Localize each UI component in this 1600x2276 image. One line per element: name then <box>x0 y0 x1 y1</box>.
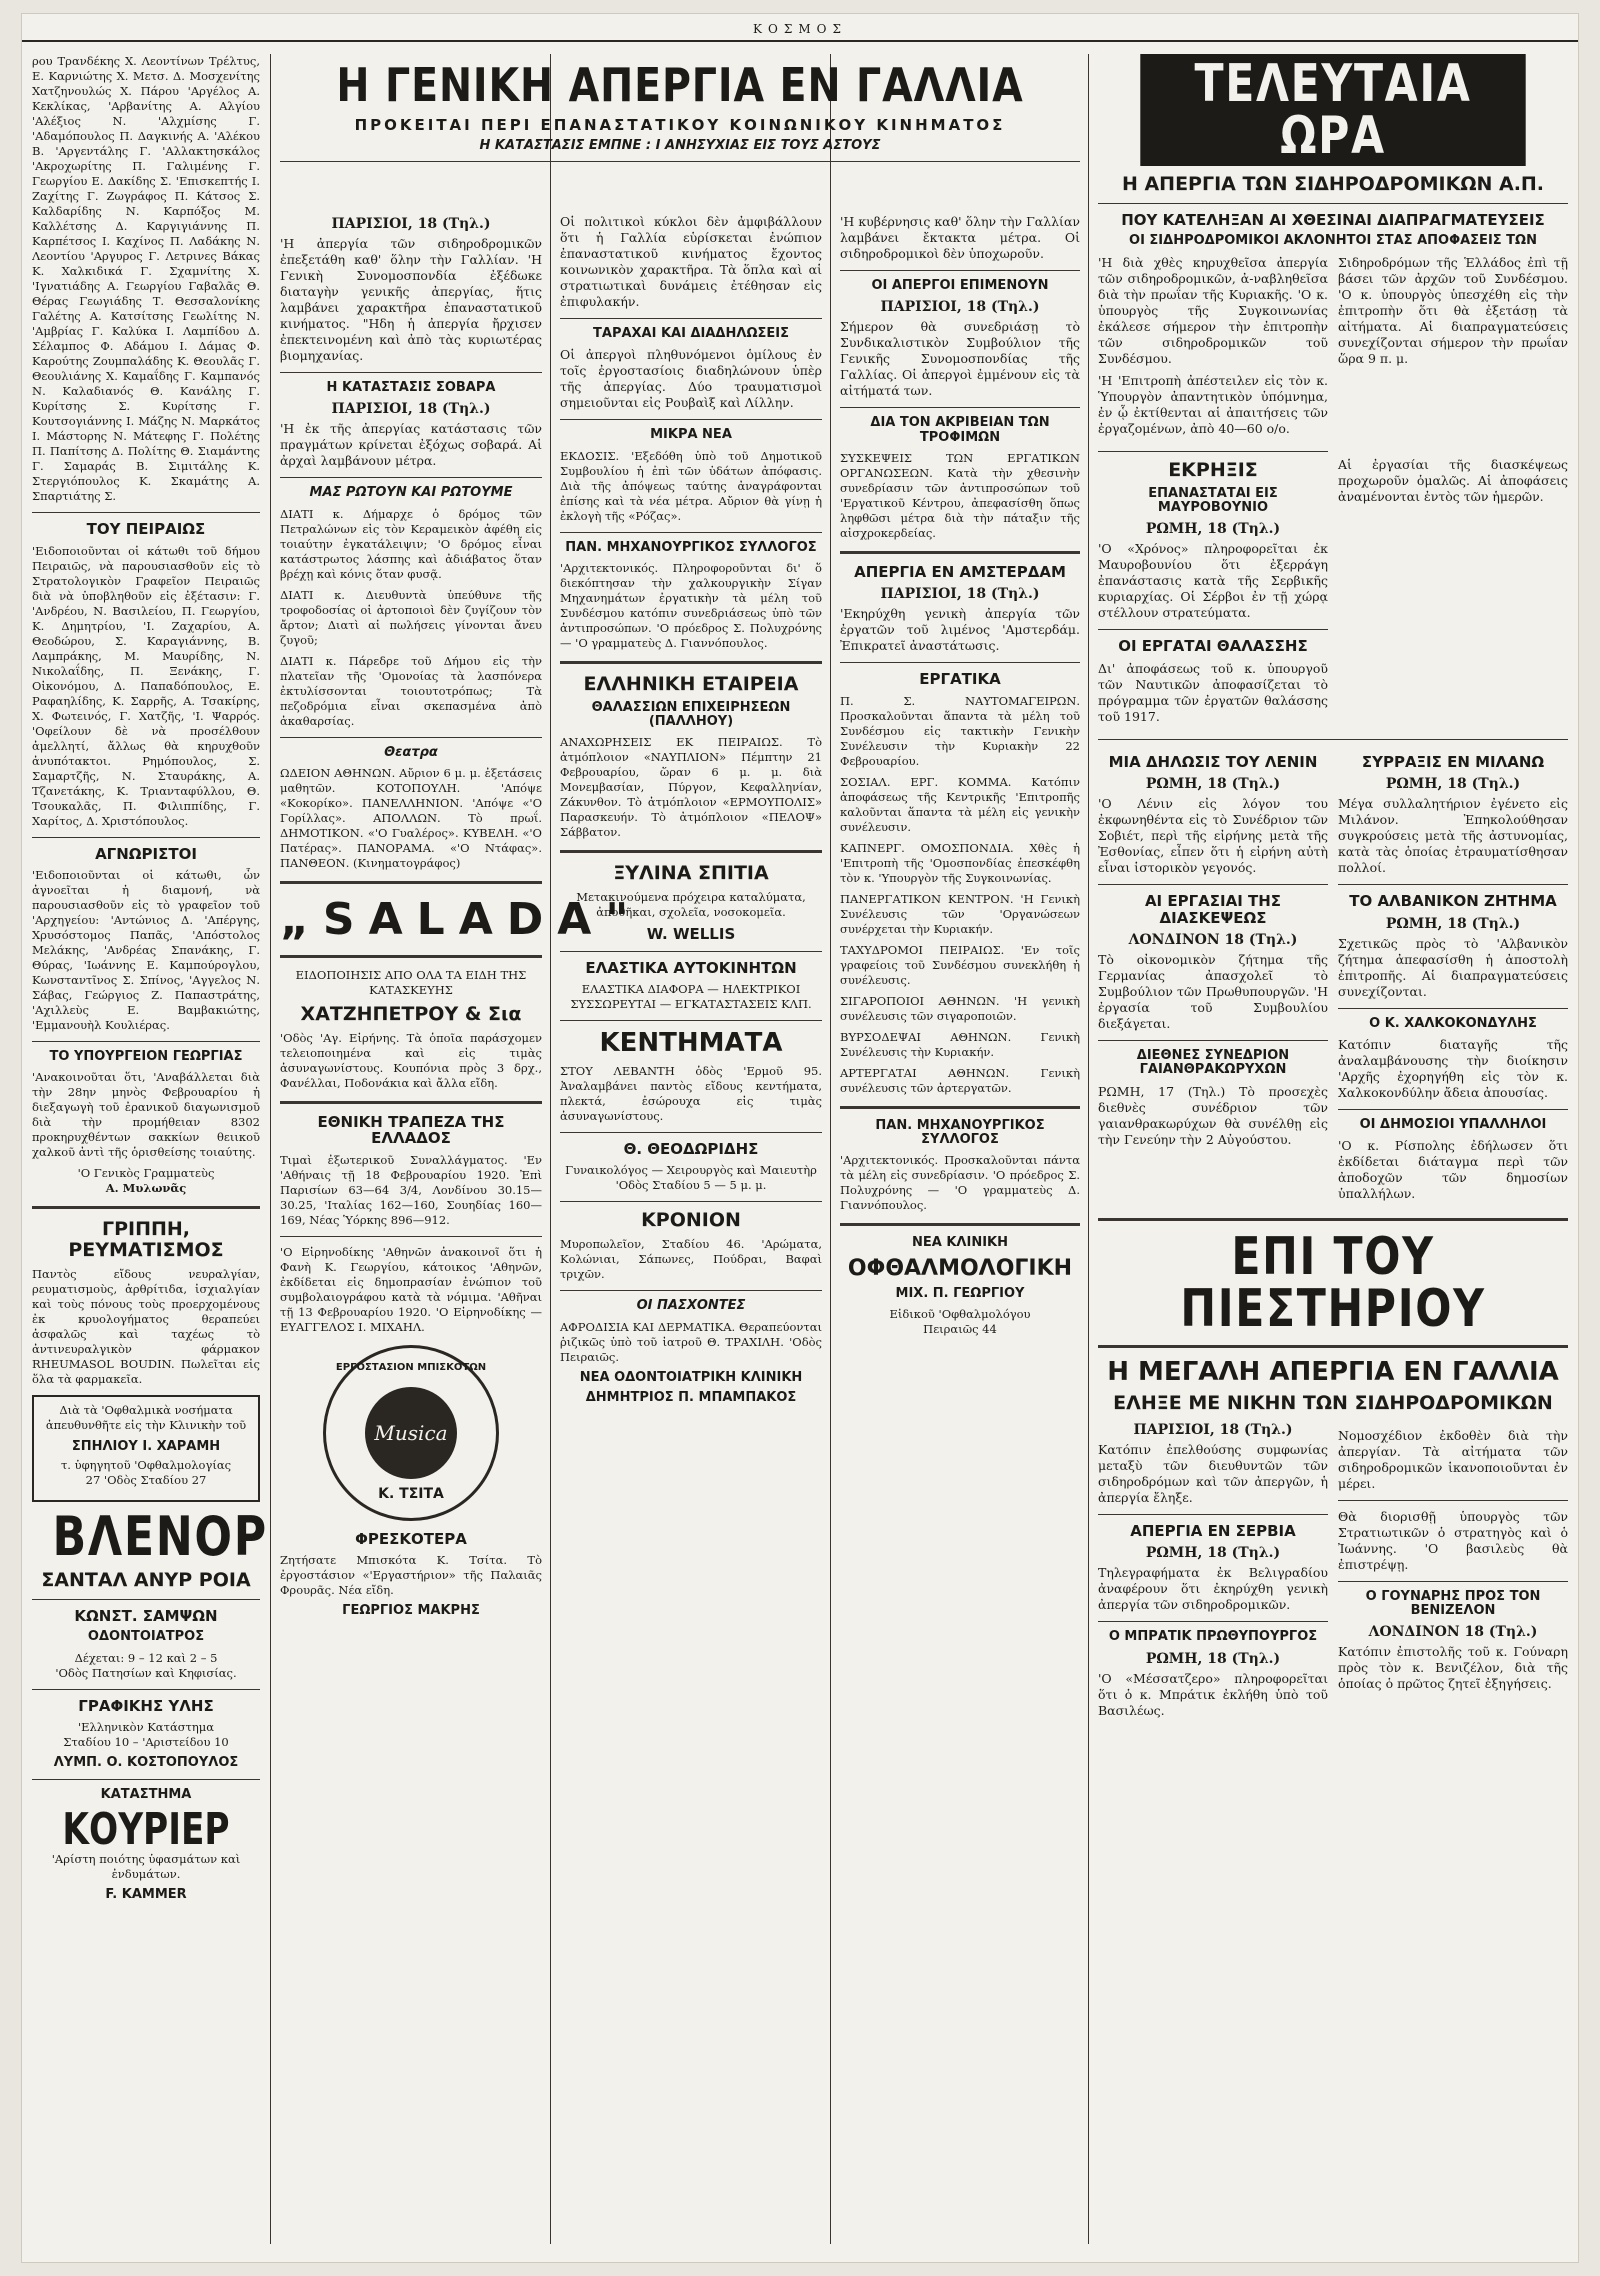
divider <box>280 955 542 958</box>
divider <box>280 881 542 884</box>
article-text: ΒΥΡΣΟΔΕΨΑΙ ΑΘΗΝΩΝ. Γενικὴ Συνέλευσις τὴν Κυριακήν. <box>840 1029 1080 1059</box>
article-text: 'Αρχιτεκτονικός. Πληροφοροῦνται δι' ὅ διεκόπτησαν τὴν χαλκουργικὴν Σίγαν Μηχανημάτων ἐργατικὴν τὰ μέλη τοῦ Συνδέσμου κατόπιν συνεδριάσεως ὑπὸ τῶν ἀντιπροσώπων. 'Ο πρόεδρος Σ. Πολυχρόνης — 'Ο γραμματεὺς Δ. Γιαννόπουλος. <box>560 560 822 650</box>
article-text: Νομοσχέδιον ἐκδοθὲν διὰ τὴν ἀπεργίαν. Τὰ αἰτήματα τῶν σιδηροδρομικῶν ἱκανοποιοῦνται ἐν μέρει. <box>1338 1427 1568 1491</box>
two-column-text <box>1098 1420 1568 1725</box>
divider <box>1098 1040 1328 1041</box>
article-text: Τηλεγραφήματα ἐκ Βελιγραδίου ἀναφέρουν ὅτι ἐκηρύχθη γενικὴ ἀπεργία τῶν σιδηροδρομικῶν. <box>1098 1565 1328 1613</box>
divider <box>280 161 1080 162</box>
divider <box>1098 1345 1568 1348</box>
section-heading: ΜΙΑ ΔΗΛΩΣΙΣ ΤΟΥ ΛΕΝΙΝ <box>1108 752 1318 771</box>
column-rule <box>550 54 551 2244</box>
section-heading: ΟΙ ΑΠΕΡΓΟΙ ΕΠΙΜΕΝΟΥΝ <box>871 278 1049 293</box>
section-heading: ΤΟ ΥΠΟΥΡΓΕΙΟΝ ΓΕΩΡΓΙΑΣ <box>49 1049 243 1064</box>
dateline: ΠΑΡΙΣΙΟΙ, 18 (Τηλ.) <box>1133 1421 1293 1438</box>
section-heading: ΕΚΡΗΞΙΣ <box>1168 458 1258 481</box>
section-subheading: ΠΟΥ ΚΑΤΕΛΗΞΑΝ ΑΙ ΧΘΕΣΙΝΑΙ ΔΙΑΠΡΑΓΜΑΤΕΥΣΕΙΣ <box>1121 210 1545 229</box>
dateline: ΡΩΜΗ, 18 (Τηλ.) <box>1145 521 1281 538</box>
banner-latest-hour: ΤΕΛΕΥΤΑΙΑ ΩΡΑ <box>1140 54 1525 166</box>
section-heading: ΕΛΛΗΝΙΚΗ ΕΤΑΙΡΕΙΑ <box>583 672 799 695</box>
article-text: ΤΑΧΥΔΡΟΜΟΙ ΠΕΙΡΑΙΩΣ. 'Εν τοῖς γραφείοις τοῦ Συνδέσμου συνεκλήθη ἡ συνέλευσις. <box>840 942 1080 987</box>
ad-text: ΕΙΔΟΠΟΙΗΣΙΣ ΑΠΟ ΟΛΑ ΤΑ ΕΙΔΗ ΤΗΣ ΚΑΤΑΣΚΕΥΗΣ <box>295 967 527 997</box>
section-heading: ΕΡΓΑΤΙΚΑ <box>919 670 1001 689</box>
ad-title: ΛΥΜΠ. Ο. ΚΟΣΤΟΠΟΥΛΟΣ <box>53 1755 239 1771</box>
section-heading: ΤΟ ΑΛΒΑΝΙΚΟΝ ΖΗΤΗΜΑ <box>1349 892 1557 911</box>
divider <box>280 1101 542 1104</box>
section-heading: ΔΙΕΘΝΕΣ ΣΥΝΕΔΡΙΟΝ ΓΑΙΑΝΘΡΑΚΩΡΥΧΩΝ <box>1136 1048 1290 1078</box>
two-column-text <box>1098 443 1568 731</box>
article-text: Π. Σ. ΝΑΥΤΟΜΑΓΕΙΡΩΝ. Προσκαλοῦνται ἅπαντα τὰ μέλη τοῦ Συνδέσμου εἰς τακτικὴν Γενικὴν Συνέλευσιν τὴν Κυριακὴν 22 Φεβρουαρίου. <box>840 693 1080 768</box>
article-text: Κατόπιν διαταγῆς τῆς ἀναλαμβάνουσης τὴν διοίκησιν 'Αρχῆς ἐχορηγήθη εἰς τὸν κ. Χαλκοκονδύλην ἄδεια ἀπουσίας. <box>1338 1036 1568 1100</box>
ad-title: ΝΕΑ ΟΔΟΝΤΟΙΑΤΡΙΚΗ ΚΛΙΝΙΚΗ <box>579 1369 803 1385</box>
article-text: Σήμερον θὰ συνεδριάσῃ τὸ Συνδικαλιστικὸν Συμβούλιον τῆς Γενικῆς Συνομοσπονδίας τῆς Γαλλίας. Οἱ ἀπεργοὶ ἐμμένουν εἰς τὰ αἰτήματά των. <box>840 319 1080 399</box>
ad-pretitle: ΝΕΑ ΚΛΙΝΙΚΗ <box>912 1235 1008 1251</box>
article-text: 'Ανακοινοῦται ὅτι, 'Αναβάλλεται διὰ τὴν 28ην μηνὸς Φεβρουαρίου ἡ διεξαγωγὴ τοῦ ἐρανικοῦ διαγωνισμοῦ διὰ τὴν προμήθειαν 8302 προκηρυχθέντων σακκίων θειικοῦ χαλκοῦ ἀντὶ τῆς ὁρισθείσης τοιαύτης. <box>32 1070 260 1160</box>
ad-text: Μετακινούμενα πρόχειρα καταλύματα, ἀποθῆκαι, σχολεῖα, νοσοκομεῖα. <box>576 890 806 920</box>
article-text: 'Ο «Μέσσατζερο» πληροφορεῖται ὅτι ὁ κ. Μπράτικ ἐκλήθη ὑπὸ τοῦ Βασιλέως. <box>1098 1670 1328 1718</box>
article-text: Τὸ οἰκονομικὸν ζήτημα τῆς Γερμανίας ἀπασχολεῖ τὸ Συμβούλιον τῶν Πρωθυπουργῶν. 'Η ἐργασία τοῦ Συμβουλίου διεξάγεται. <box>1098 952 1328 1032</box>
two-column-text <box>1098 255 1568 443</box>
article-text: Θὰ διορισθῇ ὑπουργὸς τῶν Στρατιωτικῶν ὁ στρατηγὸς καὶ ὁ Ἰωάννης. 'Ο βασιλεὺς θὰ ἐπιστρέψῃ. <box>1338 1508 1568 1572</box>
ad-title: ΕΛΑΣΤΙΚΑ ΑΥΤΟΚΙΝΗΤΩΝ <box>585 958 797 977</box>
dateline: ΠΑΡΙΣΙΟΙ, 18 (Τηλ.) <box>331 401 491 418</box>
section-heading: ΟΙ ΔΗΜΟΣΙΟΙ ΥΠΑΛΛΗΛΟΙ <box>1359 1116 1547 1132</box>
ad-text: 'Οδὸς 'Αγ. Εἰρήνης. Τὰ ὁποῖα παράσχομεν τελειοποιημένα καὶ εἰς τιμὰς ἀσυναγωνίστους. Κουπόνια πρὸς 3 δρχ., Φανέλλαι, Ποδονάκια καὶ ἄλλα εἴδη. <box>280 1030 542 1090</box>
article-text: ΔΙΑΤΙ κ. Δήμαρχε ὁ δρόμος τῶν Πετραλώνων εἰς τὸν Κεραμεικὸν ἀφέθη εἰς τοιαύτην ἐγκατάλειψιν; 'Ο δρόμος εἶναι κατάστρωτος λάσπης καὶ ἀδιάβατος ὅταν βρέχῃ καὶ κόνις ὅταν φυσᾷ. <box>280 506 542 581</box>
divider <box>32 1599 260 1600</box>
article-text: 'Ο Γενικὸς Γραμματεὺς Α. Μυλωνᾶς <box>77 1166 215 1196</box>
dateline: ΡΩΜΗ, 18 (Τηλ.) <box>1145 1650 1281 1667</box>
article-text: Κατόπιν ἐπιστολῆς τοῦ κ. Γούναρη πρὸς τὸν κ. Βενιζέλον, διὰ τῆς ὁποίας ὁ πρῶτος ζητεῖ ἐξηγήσεις. <box>1338 1644 1568 1692</box>
ad-title: ΣΠΗΛΙΟΥ Ι. ΧΑΡΑΜΗ <box>71 1439 221 1455</box>
ad-salada: „SALADA" <box>280 893 643 945</box>
ad-text: τ. ὑφηγητοῦ 'Οφθαλμολογίας 27 'Οδὸς Σταδίου 27 <box>60 1458 232 1488</box>
article-text: ΚΑΠΝΕΡΓ. ΟΜΟΣΠΟΝΔΙΑ. Χθὲς ἡ 'Επιτροπὴ τῆς 'Ομοσπονδίας ἐπεσκέφθη τὸν κ. 'Υπουργὸν τῆς Συγκοινωνίας. <box>840 840 1080 885</box>
divider <box>32 1779 260 1780</box>
right-column <box>1098 54 1568 1725</box>
section-heading: Ο ΜΠΡΑΤΙΚ ΠΡΩΘΥΠΟΥΡΓΟΣ <box>1108 1629 1318 1645</box>
section-heading: ΤΑΡΑΧΑΙ ΚΑΙ ΔΙΑΔΗΛΩΣΕΙΣ <box>593 326 789 341</box>
divider <box>1338 1008 1568 1009</box>
ad-title: ΚΟΥΡΙΕΡ <box>62 1803 230 1855</box>
article-text: 'Ο κ. Ρίσπολης ἐδήλωσεν ὅτι ἐκδίδεται διάταγμα περὶ τῶν ἀποδοχῶν τῶν δημοσίων ὑπαλλήλων. <box>1338 1138 1568 1202</box>
ad-title: ΚΕΝΤΗΜΑΤΑ <box>599 1028 783 1059</box>
ad-title: F. KAMMER <box>105 1886 187 1902</box>
dateline: ΠΑΡΙΣΙΟΙ, 18 (Τηλ.) <box>331 216 491 232</box>
divider <box>560 1020 822 1021</box>
section-heading: ΣΥΡΡΑΞΙΣ ΕΝ ΜΙΛΑΝΩ <box>1361 752 1545 771</box>
main-subhead-2: Η ΚΑΤΑΣΤΑΣΙΣ ΕΜΠΝΕ : Ι ΑΝΗΣΥΧΙΑΣ ΕΙΣ ΤΟΥΣ ΑΣΤΟΥΣ <box>479 138 881 154</box>
divider <box>840 270 1080 271</box>
divider <box>560 951 822 952</box>
divider <box>560 419 822 420</box>
article-text: ρου Τρανδέκης Χ. Λεοντίνων Τρέλτυς, Ε. Καρνιώτης Χ. Μετσ. Δ. Μοσχενίτης Χατζηνουλώς Χ. Πάρου 'Αργέλος Α. Κεκλίκας, 'Αρβανίτης Α. Αλγίου 'Αλέξιος Ν. 'Αλχμίσης Γ. 'Αδαμόπουλος Π. Δαγκινής Α. 'Αλέκου Β. 'Αργεντάλης Γ. 'Αλλακτησκάλος 'Ακροχωρίτης Π. Γαλιμένης Γ. Γεωργίου Ε. Δακίδης Σ. 'Επισκεπτής Ι. Ζαχίτης Γ. Ζωγράφος Π. Κάτσος Σ. Καλδαρίδης Ν. Καρπόξος Μ. Καλλέτσης Δ. Καργιγιάννης Π. Καρπέτσος Ι. Καχίνος Π. Λαδάκης Ν. Λεοντίου 'Αργυρος Γ. Λετρινες Βάκας Κ. Χαλκιδικά Γ. Σχαμνίτης Χ. 'Ιγνατιάδης Α. Γεωργίου Γαβαλᾶς Θ. Θέρας Γεωγιάδης Τ. Θεσσαλονίκης Γαλέτης Α. Κατσίτσης Γεωλίτης Ν. 'Αμβρίας Γ. Καλύκα Ι. Λαμπίδου Δ. Σέλαμπος Φ. Αδάμου Ι. Δάμας Φ. Καρούτης Ζουμπαλάδης Κ. Θεουλᾶς Γ. Θεουλιάνης Χ. Καμαΐδης Γ. Καμπανός Ν. Καλαδιανός Θ. Κανάλης Γ. Κυρίτσης Σ. Κυρίτσης Γ. Κουτσογιάννης Ι. Μάζης Ν. Μαρκάτος Ι. Μάστορης Ν. Μάτεφης Γ. Πολέτης Π. Παπίτσης Δ. Πολίτης Θ. Σιαμάντης Γ. Σαμαράς Β. Σιμιτάλης Κ. Στεργιόπουλος Κ. Σκαμάτης Α. Σπαρτιάτης Σ. <box>32 54 260 503</box>
section-heading: ΠΑΝ. ΜΗΧΑΝΟΥΡΓΙΚΟΣ ΣΥΛΛΟΓΟΣ <box>565 539 817 555</box>
divider <box>32 512 260 513</box>
masthead-strip-text: ΚΟΣΜΟΣ <box>753 22 847 36</box>
divider <box>280 1236 542 1237</box>
two-column-text <box>1098 748 1568 1209</box>
main-column-3 <box>560 214 822 1411</box>
ad-title: ΦΡΕΣΚΟΤΕΡΑ <box>355 1529 467 1548</box>
divider <box>1338 1581 1568 1582</box>
divider <box>32 837 260 838</box>
section-heading: ΟΙ ΕΡΓΑΤΑΙ ΘΑΛΑΣΣΗΣ <box>1118 637 1308 656</box>
dateline: ΠΑΡΙΣΙΟΙ, 18 (Τηλ.) <box>880 299 1040 316</box>
section-heading: Ο ΓΟΥΝΑΡΗΣ ΠΡΟΣ ΤΟΝ ΒΕΝΙΖΕΛΟΝ <box>1365 1588 1541 1619</box>
article-text: Δι' ἀποφάσεως τοῦ κ. ὑπουργοῦ τῶν Ναυτικῶν ἀποφασίζεται τὸ πρόγραμμα τῶν ἐργατῶν θαλάσσης τοῦ 1917. <box>1098 660 1328 724</box>
ad-text: ΣΤΟΥ ΛΕΒΑΝΤΗ ὁδὸς 'Ερμοῦ 95. Ἀναλαμβάνει παντὸς εἴδους κεντήματα, πλεκτά, ἐσώρουχα εἰς τιμὰς ἀσυναγωνίστους. <box>560 1063 822 1123</box>
divider <box>280 477 542 478</box>
dateline: ΡΩΜΗ, 18 (Τηλ.) <box>1145 1545 1281 1562</box>
ad-salada-text: SALADA <box>322 893 606 945</box>
main-subhead: ΠΡΟΚΕΙΤΑΙ ΠΕΡΙ ΕΠΑΝΑΣΤΑΤΙΚΟΥ ΚΟΙΝΩΝΙΚΟΥ ΚΙΝΗΜΑΤΟΣ <box>354 115 1006 134</box>
ad-subtitle: ΣΑΝΤΑΛ ΑΝΥΡ ΡΟΙΑ <box>41 1569 251 1592</box>
article-text: ΣΙΓΑΡΟΠΟΙΟΙ ΑΘΗΝΩΝ. 'Η γενικὴ συνέλευσις τῶν σιγαροποιῶν. <box>840 993 1080 1023</box>
divider <box>1338 884 1568 885</box>
divider <box>560 1132 822 1133</box>
ad-text: Γυναικολόγος — Χειρουργὸς καὶ Μαιευτὴρ 'Οδὸς Σταδίου 5 — 5 μ. μ. <box>565 1163 817 1193</box>
article-text: 'Η κυβέρνησις καθ' ὅλην τὴν Γαλλίαν λαμβάνει ἔκτακτα μέτρα. Οἱ σιδηροδρομικοὶ δὲν ὑποχωροῦν. <box>840 214 1080 261</box>
divider <box>840 1106 1080 1109</box>
article-text: ΠΑΝΕΡΓΑΤΙΚΟΝ ΚΕΝΤΡΟΝ. 'Η Γενικὴ Συνέλευσις τῶν 'Οργανώσεων συνέρχεται τὴν Κυριακήν. <box>840 891 1080 936</box>
divider <box>1338 1109 1568 1110</box>
ad-text: 'Ελληνικὸν Κατάστημα Σταδίου 10 – 'Αριστείδου 10 <box>63 1720 229 1750</box>
section-subheading: ΕΛΗΞΕ ΜΕ ΝΙΚΗΝ ΤΩΝ ΣΙΔΗΡΟΔΡΟΜΙΚΩΝ <box>1113 1391 1553 1414</box>
article-text: ΑΡΤΕΡΓΑΤΑΙ ΑΘΗΝΩΝ. Γενικὴ συνέλευσις τῶν ἀρτεργατῶν. <box>840 1065 1080 1095</box>
article-text: 'Αρχιτεκτονικός. Προσκαλοῦνται πάντα τὰ μέλη εἰς συνεδρίασιν. 'Ο πρόεδρος Σ. Πολυχρόνης — 'Ο γραμματεὺς Δ. Γιαννόπουλος. <box>840 1153 1080 1213</box>
article-text: Σχετικῶς πρὸς τὸ 'Αλβανικὸν ζήτημα ἀπεφασίσθη ἡ ἀποστολὴ ἐπιτροπῆς. Αἱ διαπραγματεύσεις συνεχίζονται. <box>1338 935 1568 999</box>
ad-title: ΟΦΘΑΛΜΟΛΟΓΙΚΗ <box>847 1255 1073 1281</box>
ad-title: ΓΡΙΠΠΗ, ΡΕΥΜΑΤΙΣΜΟΣ <box>68 1218 224 1262</box>
article-text: Κατόπιν ἐπελθούσης συμφωνίας μεταξὺ τῶν διευθυντῶν τῶν σιδηροδρόμων καὶ τῶν ἀπεργῶν, ἡ ἀπεργία ἔληξε. <box>1098 1441 1328 1505</box>
article-text: ΔΙΑΤΙ κ. Πάρεδρε τοῦ Δήμου εἰς τὴν πλατεῖαν τῆς 'Ομονοίας τὰ λασπόνερα ἐκτυλίσσονται τοιουτοτρόπως; Τὰ πεζοδρόμια εἶναι σκεπασμένα ἀπὸ ἀκαθαρσίας. <box>280 653 542 728</box>
ad-title: ΞΥΛΙΝΑ ΣΠΙΤΙΑ <box>613 862 769 885</box>
divider <box>560 532 822 533</box>
seal-center: Musica <box>365 1387 457 1479</box>
ad-pretitle: ΚΑΤΑΣΤΗΜΑ <box>100 1786 192 1802</box>
article-text: Αἱ ἐργασίαι τῆς διασκέψεως προχωροῦν ὁμαλῶς. Αἱ ἀποφάσεις ἀναμένονται ἐντὸς τῶν ἡμερῶν. <box>1338 456 1568 504</box>
section-heading: ΜΙΚΡΑ ΝΕΑ <box>650 427 732 443</box>
divider <box>280 737 542 738</box>
article-text: ΑΝΑΧΩΡΗΣΕΙΣ ΕΚ ΠΕΙΡΑΙΩΣ. Τὸ ἀτμόπλοιον «ΝΑΥΠΛΙΟΝ» Πέμπτην 21 Φεβρουαρίου, ὥραν 6 μ. μ. διὰ Μονεμβασίαν, Πύργον, Κεφαλληνίαν, Ζάκυνθον. Τὸ ἀτμόπλοιον «ΕΡΜΟΥΠΟΛΙΣ» Παρασκευήν. Τὸ ἀτμόπλοιον «ΠΕΛΟΨ» Σάββατον. <box>560 735 822 840</box>
divider <box>1098 203 1568 204</box>
article-text: ΔΙΑΤΙ κ. Διευθυντὰ ὑπεύθυνε τῆς τροφοδοσίας οἱ ἀρτοποιοὶ δὲν ζυγίζουν τὸν ἄρτον; Διατὶ αἱ πωλήσεις γίνονται ἄνευ ζυγοῦ; <box>280 587 542 647</box>
divider <box>1098 629 1328 630</box>
ad-title: W. WELLIS <box>646 925 736 944</box>
main-column-2 <box>280 214 643 1625</box>
divider <box>32 1689 260 1690</box>
section-heading: Η ΚΑΤΑΣΤΑΣΙΣ ΣΟΒΑΡΑ <box>326 380 496 395</box>
divider <box>840 407 1080 408</box>
section-heading: ΠΑΝ. ΜΗΧΑΝΟΥΡΓΙΚΟΣ ΣΥΛΛΟΓΟΣ <box>875 1117 1045 1148</box>
section-heading: ΔΙΑ ΤΟΝ ΑΚΡΙΒΕΙΑΝ ΤΩΝ ΤΡΟΦΙΜΩΝ <box>870 415 1050 445</box>
divider <box>560 850 822 853</box>
article-text: Σιδηροδρόμων τῆς Ἑλλάδος ἐπὶ τῇ βάσει τῶν ἀρχῶν τοῦ Συνδέσμου. 'Ο κ. ὑπουργὸς ὑπεσχέθη εἰς τὴν ἐπιτροπὴν ὅτι θὰ ἐξετάσῃ τὰ αἰτήματα. Αἱ διαπραγματεύσεις συνεχίζονται σήμερον τὴν πρωΐαν ὥρα 9 π. μ. <box>1338 254 1568 366</box>
main-headline-block <box>280 54 1080 170</box>
divider <box>560 1201 822 1202</box>
ad-text: Δέχεται: 9 – 12 καὶ 2 – 5 'Οδὸς Πατησίων καὶ Κηφισίας. <box>55 1650 237 1680</box>
article-text: Οἱ πολιτικοὶ κύκλοι δὲν ἀμφιβάλλουν ὅτι ἡ Γαλλία εὑρίσκεται ἐνώπιον ἐπαναστατικοῦ κινήματος ἔχοντος κοινωνικὸν χαρακτῆρα. Τὰ ὅπλα καὶ αἱ στρατιωτικαὶ δυνάμεις ἐτέθησαν εἰς ἐπιφυλακήν. <box>560 214 822 309</box>
article-text: 'Η 'Επιτροπὴ ἀπέστειλεν εἰς τὸν κ. Ὑπουργὸν ἀπαντητικὸν ὑπόμνημα, ἐν ᾧ ἐκτίθενται αἱ ἀπαιτήσεις τῶν ἐργαζομένων, ἀπὸ 40—60 ο/ο. <box>1098 372 1328 436</box>
section-heading: Θεατρα <box>384 744 438 760</box>
divider <box>560 318 822 319</box>
section-heading: ΑΠΕΡΓΙΑ ΕΝ ΑΜΣΤΕΡΔΑΜ <box>854 562 1066 581</box>
article-text: 'Ο «Χρόνος» πληροφορεῖται ἐκ Μαυροβουνίου ὅτι ἐξερράγη ἐπανάστασις κατὰ τῆς Σερβικῆς κυριαρχίας. Οἱ Σέρβοι ἐν τῇ χώρᾳ στέλλουν στρατεύματα. <box>1098 541 1328 621</box>
ad-title: ΓΡΑΦΙΚΗΣ ΥΛΗΣ <box>78 1696 214 1715</box>
article-text: 'Η ἀπεργία τῶν σιδηροδρομικῶν ἐπεξετάθη καθ' ὅλην τὴν Γαλλίαν. 'Η Γενικὴ Συνομοσπονδία ἐξέδωκε διαταγὴν γενικῆς ἀπεργίας, ἥτις λαμβάνει χαρακτῆρα ἐπαναστατικοῦ κινήματος. "Ηδη ἡ ἀπεργία ἤρχισεν ἐπεκτεινομένη καὶ ἀπὸ τὰς κυριωτέρας βιομηχανίας. <box>280 236 542 363</box>
ad-text: Παντὸς εἴδους νευραλγίαν, ρευματισμοὺς, ἀρθρίτιδα, ἰσχιαλγίαν καὶ τοὺς πόνους τοὺς προερχομένους ἐκ κρυολογήματος θεραπεύει ἀσφαλῶς καὶ ταχέως τὸ ἀντινευραλγικὸν φάρμακον RHEUMASOL BOUDIN. Πωλεῖται εἰς ὅλα τὰ φαρμακεῖα. <box>32 1267 260 1387</box>
article-text: Τιμαὶ ἐξωτερικοῦ Συναλλάγματος. 'Εν 'Αθήναις τῇ 18 Φεβρουαρίου 1920. Ἐπὶ Παρισίων 63—64 3/4, Λονδίνου 30.15—30.25, 'Ιταλίας 162—160, Σουηδίας 160—169, Νέας Ὑόρκης 896—912. <box>280 1152 542 1227</box>
divider <box>1098 884 1328 885</box>
divider <box>840 551 1080 554</box>
section-heading: ΑΓΝΩΡΙΣΤΟΙ <box>95 844 197 863</box>
divider <box>1338 1500 1568 1501</box>
divider <box>840 662 1080 663</box>
ad-title: ΓΕΩΡΓΙΟΣ ΜΑΚΡΗΣ <box>342 1603 480 1619</box>
ad-title: ΚΡΟΝΙΟΝ <box>641 1209 741 1232</box>
divider <box>1098 739 1568 740</box>
newspaper-page <box>22 14 1578 2262</box>
ad-title: ΔΗΜΗΤΡΙΟΣ Π. ΜΠΑΜΠΑΚΟΣ <box>585 1389 797 1405</box>
article-text: ΩΔΕΙΟΝ ΑΘΗΝΩΝ. Αὔριον 6 μ. μ. ἐξετάσεις μαθητῶν. ΚΟΤΟΠΟΥΛΗ. 'Απόψε «Κοκορίκο». ΠΑΝΕΛΛΗΝΙΟΝ. 'Απόψε «'Ο Γορίλλας». ΑΠΟΛΛΩΝ. Τὸ πρωΐ. ΔΗΜΟΤΙΚΟΝ. «'Ο Γυαλέρος». ΚΥΒΕΛΗ. «'Ο Πατέρας». ΠΑΝΟΡΑΜΑ. «'Ο Ντάφας». ΠΑΝΘΕΟΝ. (Κινηματογράφος) <box>280 765 542 870</box>
column-rule <box>830 54 831 2244</box>
masthead-strip <box>22 22 1578 42</box>
divider <box>32 1206 260 1209</box>
article-text: 'Ο Εἰρηνοδίκης 'Αθηνῶν ἀνακοινοῖ ὅτι ἡ Φανὴ Κ. Γεωργίου, κάτοικος 'Αθηνῶν, ἐκδίδεται εἰς δημοπρασίαν ἐνώπιον τοῦ συμβολαιογράφου κατὰ τὰ νόμιμα. 'Αθῆναι τῇ 13 Φεβρουαρίου 1920. 'Ο Εἰρηνοδίκης — ΕΥΑΓΓΕΛΟΣ Ι. ΜΙΧΑΗΛ. <box>280 1244 542 1334</box>
seal-label-bottom: Κ. ΤΣΙΤΑ <box>378 1485 444 1502</box>
tsita-seal-emblem <box>323 1345 499 1521</box>
ad-subtitle: ΟΔΟΝΤΟΙΑΤΡΟΣ <box>87 1629 205 1645</box>
section-heading: Η ΜΕΓΑΛΗ ΑΠΕΡΓΙΑ ΕΝ ΓΑΛΛΙΑ <box>1107 1357 1559 1388</box>
article-text: ΣΟΣΙΑΛ. ΕΡΓ. ΚΟΜΜΑ. Κατόπιν ἀποφάσεως τῆς Κεντρικῆς 'Επιτροπῆς καλοῦνται ἅπαντα τὰ μέλη εἰς γενικὴν συνέλευσιν. <box>840 774 1080 834</box>
ad-title: Θ. ΘΕΟΔΩΡΙΔΗΣ <box>623 1139 759 1158</box>
ad-title: ΒΛΕΝΟΡ <box>52 1505 268 1569</box>
article-text: 'Ο Λένιν εἰς λόγον του ἐκφωνηθέντα εἰς τὸ Συνέδριον τῶν Σοβιέτ, περὶ τῆς εἰρήνης μετὰ τῆς Ἐσθονίας, εἶπεν ὅτι ἡ εἰρήνη αὐτὴ εἶναι ἱστορικὸν γεγονός. <box>1098 796 1328 876</box>
dateline: ΛΟΝΔΙΝΟΝ 18 (Τηλ.) <box>1368 1624 1538 1641</box>
ad-subtitle: ΜΙΧ. Π. ΓΕΩΡΓΙΟΥ <box>895 1285 1025 1301</box>
ad-text: 'Αρίστη ποιότης ὑφασμάτων καὶ ἐνδυμάτων. <box>51 1851 241 1881</box>
section-heading: ΤΟΥ ΠΕΙΡΑΙΩΣ <box>86 520 206 538</box>
ad-text: Μυροπωλεῖον, Σταδίου 46. 'Αρώματα, Κολώνιαι, Σάπωνες, Πούδραι, Βαφαὶ τριχῶν. <box>560 1237 822 1282</box>
ad-text: Ζητήσατε Μπισκότα Κ. Τσίτα. Τὸ ἐργοστάσιον «'Εργαστήριον» τῆς Παλαιᾶς Φρουρᾶς. Νέα εἴδη. <box>280 1553 542 1598</box>
article-text: 'Ειδοποιοῦνται οἱ κάτωθι τοῦ δήμου Πειραιῶς, νὰ παρουσιασθοῦν εἰς τὸ Στρατολογικὸν Γραφεῖον Πειραιῶς διὰ νὰ ὑποβληθοῦν εἰς ἐξέτασιν: Γ. 'Ανδρέου, Ν. Βασιλείου, Π. Γεωργίου, Κ. Δημητρίου, 'Ι. Ζαχαρίου, Α. Θεοδώρου, Σ. Καραγιάννης, Β. Λαμπράκης, Μ. Μαυρίδης, Ν. Νικολαΐδης, Π. Ξενάκης, Γ. Οἰκονόμου, Δ. Παπαδόπουλος, Ε. Ραφαηλίδης, Κ. Σαρρῆς, Α. Τσακίρης, Χ. Φωτεινός, Γ. Χατζῆς, 'Ι. Ψαρρός. 'Οφείλουν δὲ νὰ προσέλθουν ἀμελλητί, ἄλλως θὰ κηρυχθοῦν ἀνυπότακτοι. Ρημόπουλος, Σ. Σαμαρτζῆς, Ν. Σταυράκης, Α. Τζανετάκης, Κ. Τριανταφύλλου, Θ. Τσουκαλᾶς, Π. Φιλιππίδης, Γ. Χαρίτος, Δ. Χριστόπουλος. <box>32 543 260 828</box>
dateline: ΡΩΜΗ, 18 (Τηλ.) <box>1145 776 1281 793</box>
ad-box <box>32 1395 260 1502</box>
section-heading: ΕΘΝΙΚΗ ΤΡΑΠΕΖΑ ΤΗΣ ΕΛΛΑΔΟΣ <box>317 1112 505 1148</box>
divider <box>1098 1514 1328 1515</box>
article-text: ΣΥΣΚΕΨΕΙΣ ΤΩΝ ΕΡΓΑΤΙΚΩΝ ΟΡΓΑΝΩΣΕΩΝ. Κατὰ τὴν χθεσινὴν συνεδρίασιν τῶν ἀντιπροσώπων τοῦ 'Εργατικοῦ Κέντρου, ἀπεφασίσθη ὅπως ληφθῶσι μέτρα διὰ τὴν πάταξιν τῆς αἰσχροκερδείας. <box>840 450 1080 540</box>
section-heading: Ο Κ. ΧΑΛΚΟΚΟΝΔΥΛΗΣ <box>1369 1015 1537 1031</box>
ad-text: ΑΦΡΟΔΙΣΙΑ ΚΑΙ ΔΕΡΜΑΤΙΚΑ. Θεραπεύονται ῥιζικῶς ὑπὸ τοῦ ἰατροῦ Θ. ΤΡΑΧΙΛΗ. 'Οδὸς Πειραιῶς. <box>560 1319 822 1364</box>
dateline: ΡΩΜΗ, 18 (Τηλ.) <box>1385 915 1521 932</box>
article-text: Οἱ ἀπεργοὶ πληθυνόμενοι ὁμίλους ἐν τοῖς ἐργοστασίοις διαδηλώνουν ὑπὲρ τῆς ἀπεργίας. Δύο τραυματισμοὶ σημειοῦνται εἰς Ρουβαὶξ καὶ Λίλλην. <box>560 347 822 411</box>
banner-press: ΕΠΙ ΤΟΥ ΠΙΕΣΤΗΡΙΟΥ <box>1180 1227 1486 1340</box>
divider <box>560 661 822 664</box>
section-subheading: ΘΑΛΑΣΣΙΩΝ ΕΠΙΧΕΙΡΗΣΕΩΝ (ΠΑΛΛΗΟΥ) <box>591 699 791 730</box>
divider <box>560 1290 822 1291</box>
ad-text: Εἰδικοῦ 'Οφθαλμολόγου Πειραιῶς 44 <box>889 1307 1031 1337</box>
main-column-4 <box>840 214 1080 1343</box>
article-text: Μέγα συλλαλητήριον ἐγένετο εἰς Μιλάνον. Ἐπηκολούθησαν συγκρούσεις μετὰ τῆς ἀστυνομίας, κατὰ τὰς ὁποίας ἐτραυματίσθησαν πολλοί. <box>1338 796 1568 876</box>
left-column <box>32 54 268 1908</box>
ad-text: ΕΛΑΣΤΙΚΑ ΔΙΑΦΟΡΑ — ΗΛΕΚΤΡΙΚΟΙ ΣΥΣΣΩΡΕΥΤΑΙ — ΕΓΚΑΤΑΣΤΑΣΕΙΣ ΚΛΠ. <box>570 982 812 1012</box>
article-text: 'Η ἐκ τῆς ἀπεργίας κατάστασις τῶν πραγμάτων κρίνεται ἐξόχως σοβαρά. Αἱ ἀρχαὶ λαμβάνουν μέτρα. <box>280 421 542 469</box>
ad-text: Διὰ τὰ 'Οφθαλμικὰ νοσήματα ἀπευθυνθῆτε εἰς τὴν Κλινικὴν τοῦ <box>45 1403 247 1433</box>
divider <box>1098 1218 1568 1221</box>
article-text: ΕΚΔΟΣΙΣ. 'Εξεδόθη ὑπὸ τοῦ Δημοτικοῦ Συμβουλίου ἡ ἐπὶ τῶν ὑδάτων ἀπόφασις. Διὰ τῆς ἀπόψεως ταύτης ἀναγράφονται ἐπίσης καὶ τὰ νέα μέτρα. Αὔριον θὰ γίνῃ ἡ ἐκλογὴ τῆς «Ρόζας». <box>560 448 822 523</box>
section-heading: Η ΑΠΕΡΓΙΑ ΤΩΝ ΣΙΔΗΡΟΔΡΟΜΙΚΩΝ Α.Π. <box>1121 173 1545 195</box>
section-heading: ΑΙ ΕΡΓΑΣΙΑΙ ΤΗΣ ΔΙΑΣΚΕΨΕΩΣ <box>1144 892 1282 927</box>
section-heading: ΜΑΣ ΡΩΤΟΥΝ ΚΑΙ ΡΩΤΟΥΜΕ <box>309 485 513 501</box>
column-rule <box>1088 54 1089 2244</box>
divider <box>1098 451 1328 452</box>
section-heading: ΑΠΕΡΓΙΑ ΕΝ ΣΕΡΒΙΑ <box>1130 1521 1296 1540</box>
divider <box>840 1223 1080 1226</box>
dateline: ΡΩΜΗ, 18 (Τηλ.) <box>1385 776 1521 793</box>
seal-label-top: ΕΡΓΟΣΤΑΣΙΟΝ ΜΠΙΣΚΟΤΩΝ <box>335 1361 487 1373</box>
ad-title: ΚΩΝΣΤ. ΣΑΜΨΩΝ <box>74 1606 218 1625</box>
divider <box>280 372 542 373</box>
ad-title: ΧΑΤΖΗΠΕΤΡΟΥ & Σια <box>300 1002 522 1025</box>
column-rule <box>270 54 271 2244</box>
section-subheading: ΟΙ ΣΙΔΗΡΟΔΡΟΜΙΚΟΙ ΑΚΛΟΝΗΤΟΙ ΣΤΑΣ ΑΠΟΦΑΣΕΙΣ ΤΩΝ <box>1129 233 1537 249</box>
dateline: ΠΑΡΙΣΙΟΙ, 18 (Τηλ.) <box>880 586 1040 603</box>
article-text: 'Η διὰ χθὲς κηρυχθεῖσα ἀπεργία τῶν σιδηροδρομικῶν, ἀ-ναβληθεῖσα διὰ τὴν πρωΐαν τῆς Κυριακῆς. 'Ο κ. ὑπουργὸς τῆς Συγκοινωνίας ἐκάλεσε σήμερον τὴν ἐπιτροπὴν τῶν σιδηροδρομικῶν τοῦ Συνδέσμου. <box>1098 254 1328 366</box>
divider <box>1098 1621 1328 1622</box>
section-subheading: ΕΠΑΝΑΣΤΑΤΑΙ ΕΙΣ ΜΑΥΡΟΒΟΥΝΙΟ <box>1148 485 1278 515</box>
main-headline: Η ΓΕΝΙΚΗ ΑΠΕΡΓΙΑ ΕΝ ΓΑΛΛΙΑ <box>336 58 1024 112</box>
article-text: 'Ειδοποιοῦνται οἱ κάτωθι, ὧν ἀγνοεῖται ἡ διαμονή, νὰ παρουσιασθοῦν εἰς τὸ γραφεῖον τοῦ 'Αρχηγείου: 'Αντώνιος Δ. 'Απέργης, Χρυσόστομος Παπᾶς, 'Απόστολος Μελάκης, 'Ανδρέας Σπανάκης, Γ. Θύρας, 'Ιωάννης Ε. Καμπούρογλου, Κωνσταντῖνος Σ. Σπίνος, 'Αγγελος Ν. Σάβας, Γεώργιος Ζ. Παπαστράτης, 'Αχιλλεὺς Ε. Βαμβακιώτης, 'Εμμανουὴλ Κουλιέρας. <box>32 868 260 1032</box>
divider <box>32 1041 260 1042</box>
article-text: 'Εκηρύχθη γενικὴ ἀπεργία τῶν ἐργατῶν τοῦ λιμένος 'Αμστερδάμ. Ἐπικρατεῖ ἀναστάτωσις. <box>840 606 1080 654</box>
dateline: ΛΟΝΔΙΝΟΝ 18 (Τηλ.) <box>1128 932 1298 949</box>
article-text: ΡΩΜΗ, 17 (Τηλ.) Τὸ προσεχὲς διεθνὲς συνέδριον τῶν γαιανθρακωρύχων θὰ συνέλθῃ εἰς τὴν Γενεύην τὴν 2 Αὐγούστου. <box>1098 1083 1328 1147</box>
ad-title: ΟΙ ΠΑΣΧΟΝΤΕΣ <box>636 1298 746 1314</box>
